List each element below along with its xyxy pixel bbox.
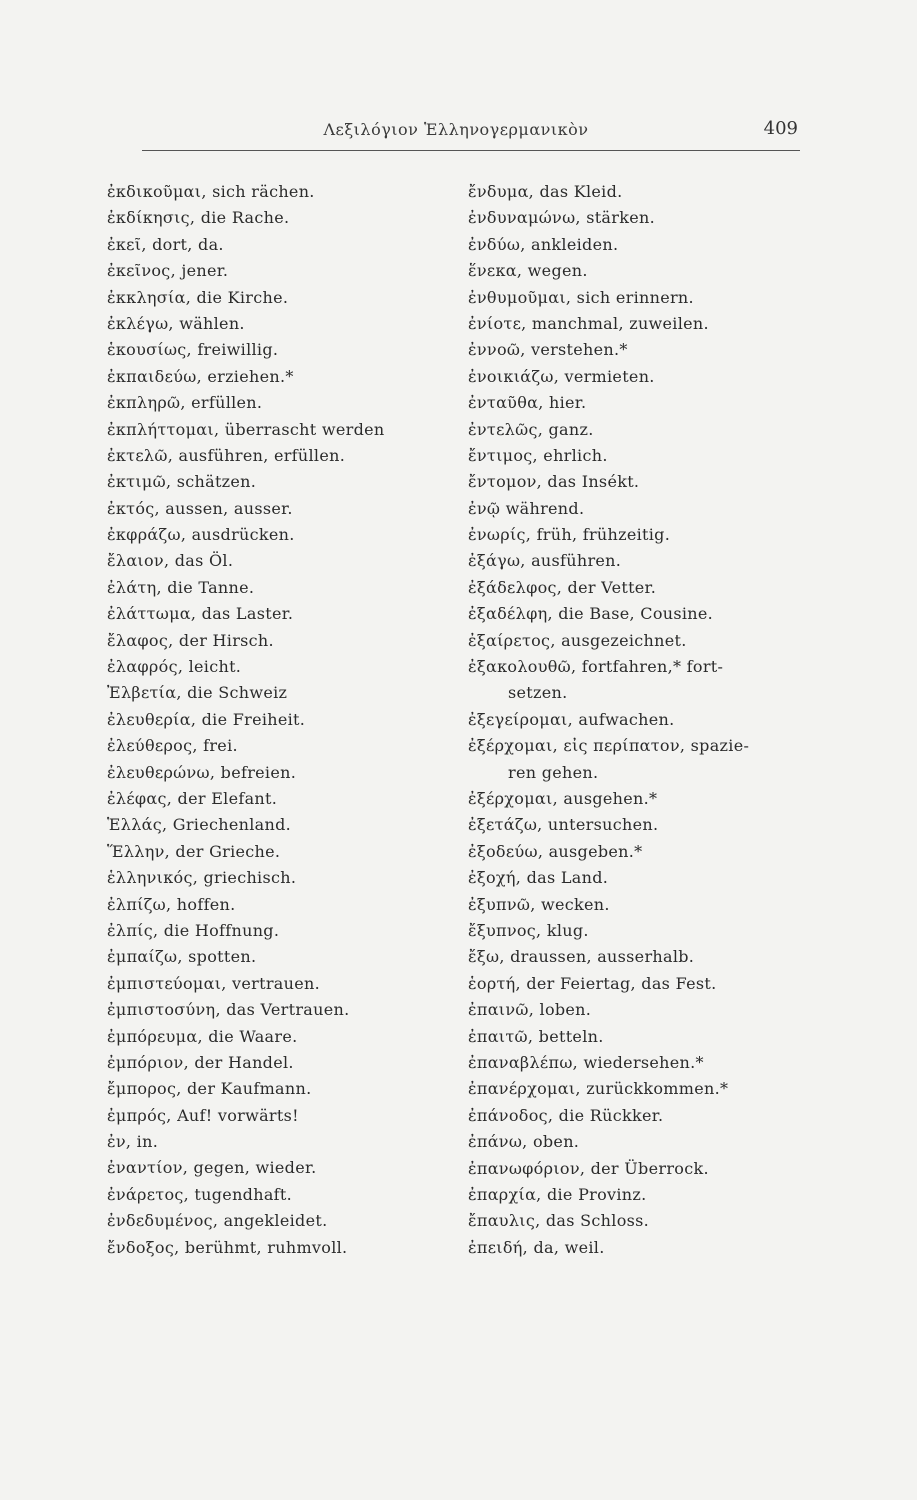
left-column [107, 179, 457, 1261]
glossary-entry: ἐπαρχία, die Provinz. [468, 1184, 647, 1204]
glossary-entry: ἔνδοξος, berühmt, ruhmvoll. [107, 1237, 348, 1257]
glossary-entry: ἐξάγω, ausführen. [468, 551, 622, 571]
glossary-entry: ἔξω, draussen, ausserhalb. [468, 947, 695, 967]
glossary-entry: ἐνδεδυμένος, angekleidet. [107, 1211, 328, 1231]
glossary-entry: ἐπανωφόριον, der Überrock. [468, 1158, 709, 1178]
glossary-entry: ἐξέρχομαι, ausgehen.* [468, 789, 658, 809]
page-number: 409 [763, 118, 798, 139]
glossary-entry: ἐξοχή, das Land. [468, 868, 609, 888]
glossary-entry [468, 733, 808, 786]
glossary-entry: ἐνθυμοῦμαι, sich erinnern. [468, 287, 694, 307]
glossary-entry: ἐκκλησία, die Kirche. [107, 287, 289, 307]
glossary-entry: ἔξυπνος, klug. [468, 921, 589, 940]
glossary-entry: ἐλευθερία, die Freiheit. [107, 709, 306, 729]
glossary-entry: ἐκπληρῶ, erfüllen. [107, 393, 263, 413]
glossary-entry: ἐκπλήττομαι, überrascht werden [107, 419, 385, 439]
glossary-entry: ἔντιμος, ehrlich. [468, 445, 608, 465]
glossary-entry: ἐμπόριον, der Handel. [107, 1052, 294, 1072]
glossary-entry: ἐξάδελφος, der Vetter. [468, 577, 657, 597]
glossary-entry: ἐννοῶ, verstehen.* [468, 340, 628, 360]
right-column [468, 179, 808, 1261]
glossary-entry: Ἐλβετία, die Schweiz [107, 683, 288, 703]
glossary-entry: ἐνωρίς, früh, frühzeitig. [468, 525, 671, 545]
glossary-entry: ἐκλέγω, wählen. [107, 313, 245, 333]
glossary-entry: ἔντομον, das Insékt. [468, 472, 640, 492]
glossary-entry: ἐπαινῶ, loben. [468, 1000, 592, 1020]
glossary-entry: ἐκτελῶ, ausführen, erfüllen. [107, 445, 346, 465]
page-header [112, 116, 800, 152]
glossary-entry: ἐναντίον, gegen, wieder. [107, 1158, 317, 1178]
glossary-entry: ἐπανέρχομαι, zurückkommen.* [468, 1079, 729, 1099]
glossary-entry: ἐμπιστοσύνη, das Vertrauen. [107, 1000, 350, 1020]
glossary-entry: ἐνοικιάζω, vermieten. [468, 366, 655, 386]
glossary-entry: ἐπαναβλέπω, wiedersehen.* [468, 1052, 704, 1072]
glossary-entry: ἐκφράζω, ausdrücken. [107, 525, 295, 545]
glossary-entry: ἐκεῖ, dort, da. [107, 234, 224, 254]
glossary-entry: Ἕλλην, der Grieche. [107, 841, 281, 861]
glossary-entry: ἐλάτη, die Tanne. [107, 577, 255, 597]
glossary-entry: ἑλληνικός, griechisch. [107, 868, 297, 888]
glossary-entry: ἔμπορος, der Kaufmann. [107, 1079, 312, 1099]
glossary-entry: ἐκδικοῦμαι, sich rächen. [107, 182, 315, 201]
glossary-entry: ἐξοδεύω, ausgeben.* [468, 841, 643, 861]
glossary-entry: ἐξαδέλφη, die Base, Cousine. [468, 604, 714, 624]
header-rule [142, 150, 800, 151]
glossary-entry: Ἑλλάς, Griechenland. [107, 815, 292, 835]
glossary-entry: ἐνταῦθα, hier. [468, 393, 587, 413]
glossary-entry: ἔλαφος, der Hirsch. [107, 630, 274, 650]
glossary-entry: ἐξαίρετος, ausgezeichnet. [468, 630, 687, 650]
glossary-entry: ἐντελῶς, ganz. [468, 419, 594, 439]
glossary-entry: ἐλάττωμα, das Laster. [107, 604, 294, 624]
glossary-entry: ἐνδυναμώνω, stärken. [468, 208, 655, 228]
glossary-entry: ἐπειδή, da, weil. [468, 1237, 605, 1257]
glossary-entry: ἐλεύθερος, frei. [107, 736, 238, 756]
entry-continuation: ren gehen. [508, 762, 599, 782]
glossary-entry: ἐμπόρευμα, die Waare. [107, 1026, 298, 1046]
glossary-entry: ἐπάνω, oben. [468, 1132, 580, 1152]
glossary-entry: ἐλαφρός, leicht. [107, 657, 242, 677]
glossary-entry: ἐλέφας, der Elefant. [107, 788, 278, 808]
glossary-entry: ἑκουσίως, freiwillig. [107, 340, 279, 360]
glossary-entry: ἐκεῖνος, jener. [107, 261, 229, 281]
glossary-entry: ἕνεκα, wegen. [468, 261, 588, 281]
glossary-entry: ἔνδυμα, das Kleid. [468, 182, 623, 201]
glossary-entry: ἐνδύω, ankleiden. [468, 234, 619, 254]
glossary-entry: ἐλπίζω, hoffen. [107, 894, 236, 914]
glossary-entry: ἐξεγείρομαι, aufwachen. [468, 709, 675, 729]
glossary-entry: ἐν, in. [107, 1132, 159, 1152]
entry-first-line: ἐξέρχομαι, εἰς περίπατον, spazie- [468, 736, 750, 756]
glossary-entry: ἐπάνοδος, die Rückker. [468, 1105, 664, 1125]
running-title: Λεξιλόγιον Ἑλληνογερμανικὸν [323, 120, 589, 139]
glossary-entry: ἐνίοτε, manchmal, zuweilen. [468, 313, 709, 333]
glossary-entry: ἐμπαίζω, spotten. [107, 947, 257, 967]
glossary-entry [468, 654, 808, 707]
glossary-entry: ἐμπιστεύομαι, vertrauen. [107, 973, 320, 993]
glossary-entry: ἑορτή, der Feiertag, das Fest. [468, 973, 717, 993]
glossary-entry: ἔλαιον, das Öl. [107, 551, 234, 571]
glossary-entry: ἐξυπνῶ, wecken. [468, 894, 610, 914]
glossary-entry: ἐξετάζω, untersuchen. [468, 815, 659, 835]
glossary-entry: ἐκτός, aussen, ausser. [107, 498, 293, 518]
entry-first-line: ἐξακολουθῶ, fortfahren,* fort- [468, 657, 724, 677]
glossary-entry: ἐμπρός, Auf! vorwärts! [107, 1105, 299, 1125]
glossary-entry: ἐλευθερώνω, befreien. [107, 762, 297, 782]
glossary-entry: ἐνάρετος, tugendhaft. [107, 1184, 293, 1204]
glossary-entry: ἐλπίς, die Hoffnung. [107, 920, 280, 940]
glossary-entry: ἐπαιτῶ, betteln. [468, 1026, 604, 1046]
glossary-entry: ἐκτιμῶ, schätzen. [107, 472, 257, 492]
entry-continuation: setzen. [508, 683, 568, 703]
glossary-entry: ἔπαυλις, das Schloss. [468, 1211, 650, 1231]
glossary-entry: ἐκδίκησις, die Rache. [107, 208, 290, 228]
glossary-entry: ἐκπαιδεύω, erziehen.* [107, 366, 294, 386]
glossary-entry: ἐνῷ während. [468, 498, 585, 518]
